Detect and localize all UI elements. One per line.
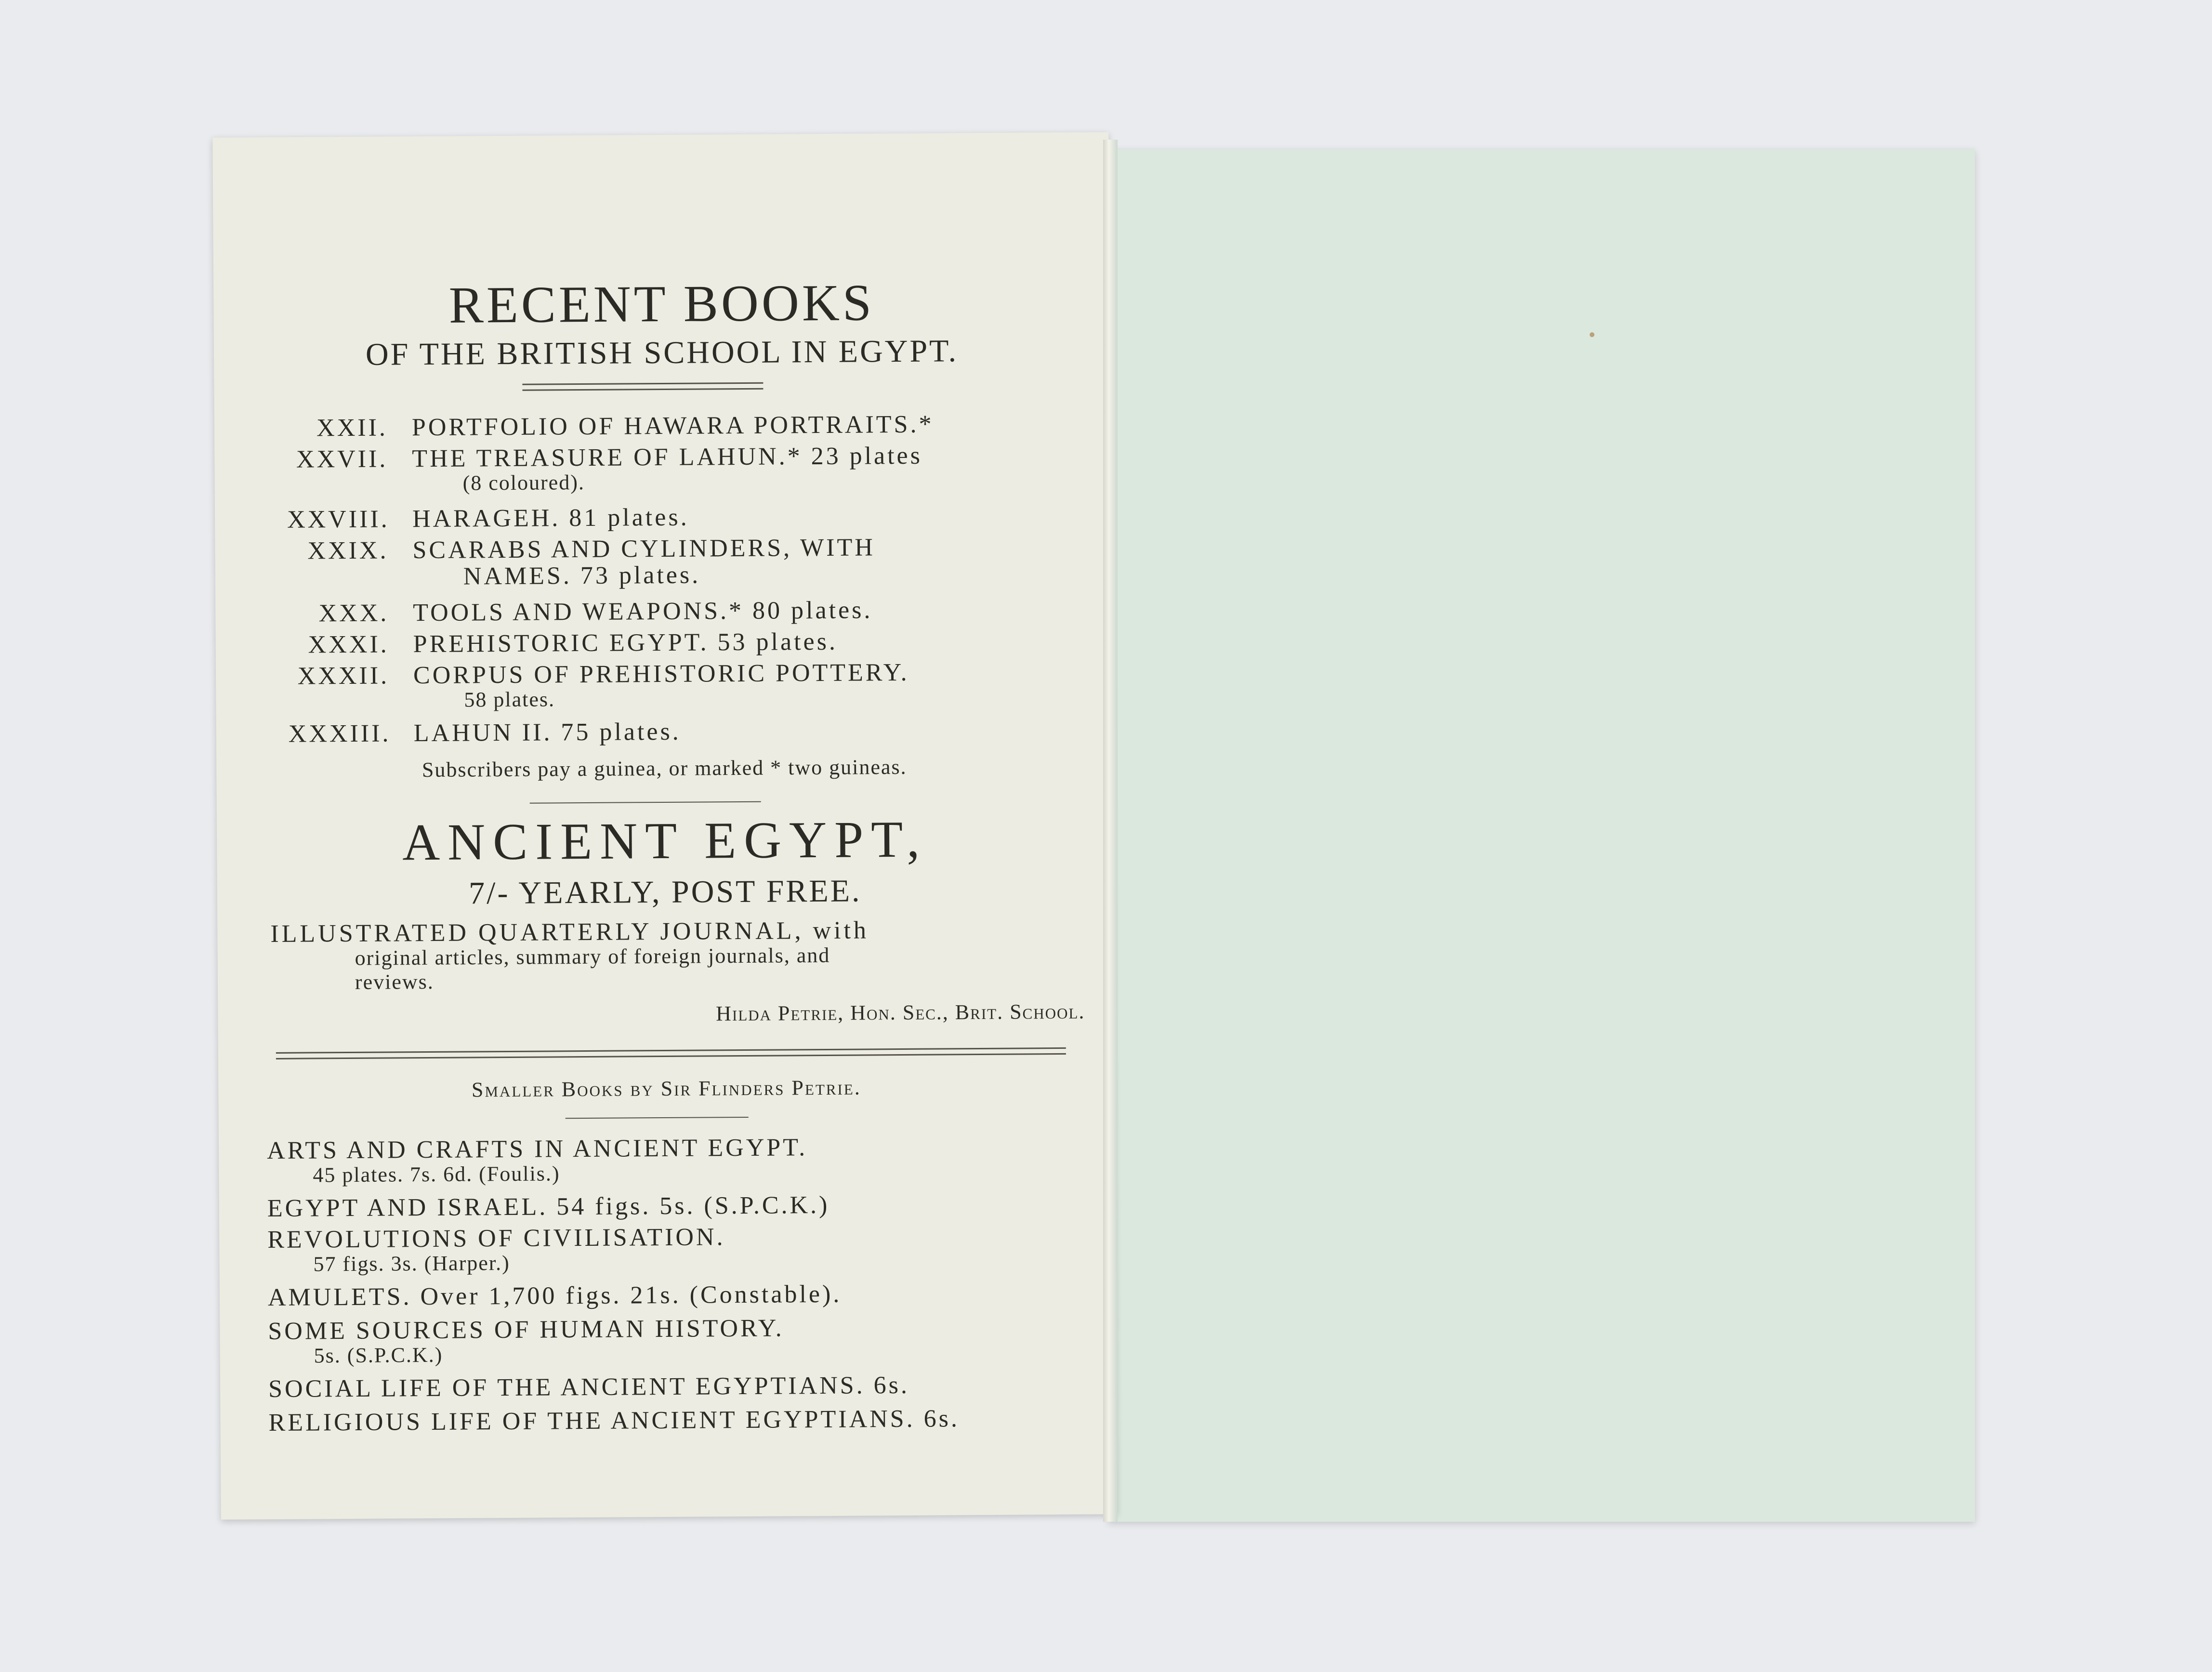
book-number: XXXI. — [308, 630, 389, 659]
book-number: XXVIII. — [287, 505, 390, 534]
smaller-books-rule — [566, 1117, 749, 1119]
smaller-book-line: AMULETS. Over 1,700 figs. 21s. (Constable). — [267, 1280, 842, 1312]
book-title-cont: 58 plates. — [464, 687, 555, 712]
book-number: XXIX. — [307, 536, 389, 565]
double-rule-1 — [276, 1047, 1066, 1054]
book-title: HARAGEH. 81 plates. — [412, 503, 689, 533]
book-title-cont: (8 coloured). — [462, 470, 585, 495]
book-number: XXXIII. — [288, 719, 391, 748]
book-gutter — [1103, 140, 1118, 1522]
smaller-book-detail: 45 plates. 7s. 6d. (Foulis.) — [313, 1162, 560, 1187]
smaller-book-line: RELIGIOUS LIFE OF THE ANCIENT EGYPTIANS. 6s. — [268, 1405, 960, 1437]
journal-title: ANCIENT EGYPT, — [402, 810, 928, 872]
smaller-book-line: REVOLUTIONS OF CIVILISATION. — [267, 1223, 725, 1254]
journal-desc-line1: ILLUSTRATED QUARTERLY JOURNAL, with — [270, 916, 869, 948]
book-title: THE TREASURE OF LAHUN.* 23 plates — [412, 442, 923, 473]
book-title: PREHISTORIC EGYPT. 53 plates. — [413, 627, 838, 658]
book-title: LAHUN II. 75 plates. — [413, 718, 681, 747]
page-title: RECENT BOOKS — [448, 274, 875, 334]
book-title: CORPUS OF PREHISTORIC POTTERY. — [413, 658, 909, 690]
book-number: XXII. — [316, 414, 388, 442]
subscribers-note: Subscribers pay a guinea, or marked * two guineas. — [421, 755, 907, 782]
page-subtitle: OF THE BRITISH SCHOOL IN EGYPT. — [365, 333, 959, 372]
book-title: PORTFOLIO OF HAWARA PORTRAITS.* — [411, 410, 934, 442]
left-page — [212, 132, 1117, 1519]
book-title: TOOLS AND WEAPONS.* 80 plates. — [413, 596, 873, 627]
paper-speck — [1590, 332, 1594, 337]
title-rule-2 — [522, 388, 763, 391]
book-number: XXX. — [318, 599, 389, 627]
book-title: SCARABS AND CYLINDERS, WITH — [412, 534, 876, 564]
title-rule-1 — [522, 382, 763, 385]
smaller-book-line: SOCIAL LIFE OF THE ANCIENT EGYPTIANS. 6s. — [268, 1371, 910, 1403]
right-page-blank — [1108, 149, 1975, 1522]
journal-secretary: Hilda Petrie, Hon. Sec., Brit. School. — [715, 999, 1085, 1026]
book-number: XXVII. — [296, 445, 388, 473]
section-rule — [530, 801, 761, 804]
book-title-cont: NAMES. 73 plates. — [463, 561, 701, 590]
smaller-books-heading: Smaller Books by Sir Flinders Petrie. — [471, 1075, 861, 1102]
smaller-book-line: ARTS AND CRAFTS IN ANCIENT EGYPT. — [266, 1134, 808, 1165]
smaller-book-line: SOME SOURCES OF HUMAN HISTORY. — [268, 1314, 784, 1345]
journal-desc-line3: reviews. — [355, 969, 434, 994]
journal-desc-line2: original articles, summary of foreign journals, and — [355, 943, 830, 970]
journal-price: 7/- YEARLY, POST FREE. — [468, 873, 862, 911]
double-rule-2 — [276, 1053, 1066, 1059]
smaller-book-detail: 5s. (S.P.C.K.) — [314, 1343, 443, 1368]
smaller-book-detail: 57 figs. 3s. (Harper.) — [313, 1251, 510, 1276]
book-number: XXXII. — [297, 662, 390, 690]
smaller-book-line: EGYPT AND ISRAEL. 54 figs. 5s. (S.P.C.K.) — [267, 1191, 830, 1223]
